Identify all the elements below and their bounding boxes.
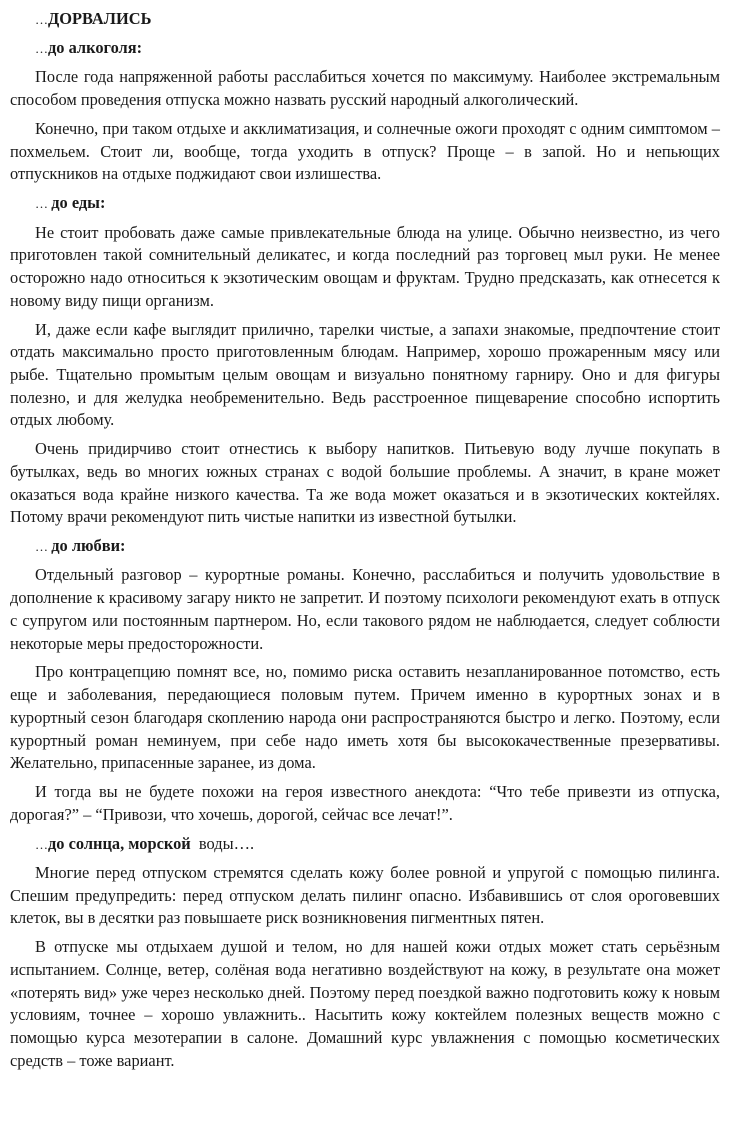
paragraph: И, даже если кафе выглядит прилично, тарелки чистые, а запахи знакомые, предпочтение стоит отдать максимально просто приготовленным блюдам. Например, хорошо прожаренным мясу или рыбе. Тщательно промытым целым овощам и визуально понятному гарниру. Оно и для фигуры полезно, и для желудка необременительно. Ведь расстроенное пищеварение способно испортить отдых любому. bbox=[10, 319, 720, 430]
paragraph: Отдельный разговор – курортные романы. Конечно, расслабиться и получить удовольствие в дополнение к красивому загару никто не запретит. И поэтому психологи рекомендуют ехать в отпуск с супругом или постоянным партнером. Но, если такового рядом не наблюдается, следует соблюсти некоторые меры предосторожности. bbox=[10, 565, 720, 653]
heading-food bbox=[10, 192, 720, 216]
heading-food-dots: … bbox=[35, 196, 52, 212]
heading-alcohol-dots: … bbox=[35, 41, 48, 57]
paragraph: И тогда вы не будете похожи на героя известного анекдота: “Что тебе привезти из отпуска, дорогая?” – “Привози, что хочешь, дорогой, сейчас все лечат!”. bbox=[10, 782, 720, 824]
paragraph: Не стоит пробовать даже самые привлекательные блюда на улице. Обычно неизвестно, из чего приготовлен такой сомнительный деликатес, и когда последний раз торговец мыл руки. Не менее осторожно надо относиться к экзотическим овощам и фруктам. Трудно предсказать, как отнесется к новому виду пищи организм. bbox=[10, 222, 720, 310]
heading-main bbox=[10, 8, 720, 32]
heading-alcohol-text: до алкоголя: bbox=[48, 38, 143, 58]
paragraph: Конечно, при таком отдыхе и акклиматизация, и солнечные ожоги проходят с одним симптомом – похмельем. Стоит ли, вообще, тогда уходить в отпуск? Проще – в запой. Но и непьющих отпускников на отдыхе поджидают свои излишества. bbox=[10, 119, 720, 184]
heading-sun-sea-text: до солнца, морской bbox=[48, 833, 191, 853]
heading-love-text: до любви: bbox=[51, 536, 126, 556]
paragraph: Очень придирчиво стоит отнестись к выбору напитков. Питьевую воду лучше покупать в бутылках, ведь во многих южных странах с водой большие проблемы. А значит, в кране может оказаться вода крайне низкого качества. Та же вода может оказаться и в экзотических коктейлях. Потому врачи рекомендуют пить чистые напитки из известной бутылки. bbox=[10, 439, 720, 527]
heading-love-dots: … bbox=[35, 539, 52, 555]
heading-love bbox=[10, 535, 720, 559]
paragraph: В отпуске мы отдыхаем душой и телом, но для нашей кожи отдых может стать серьёзным испытанием. Солнце, ветер, солёная вода негативно воздействуют на кожу, в результате она может «потерять вид» уже через несколько дней. Поэтому перед поездкой важно подготовить кожу к новым условиям, точнее – хорошо увлажнить.. Насытить кожу коктейлем полезных веществ можно с помощью курса мезотерапии в салоне. Домашний курс увлажнения с помощью косметических средств – тоже вариант. bbox=[10, 937, 720, 1070]
heading-sun-sea-dots: … bbox=[35, 836, 48, 852]
paragraph: Про контрацепцию помнят все, но, помимо риска оставить незапланированное потомство, есть еще и заболевания, передающиеся половым путем. Причем именно в курортных зонах и в курортный сезон благодаря скоплению народа они распространяются быстро и легко. Поэтому, если курортный роман неминуем, при себе надо иметь хотя бы высококачественные презервативы. Желательно, припасенные заранее, из дома. bbox=[10, 662, 720, 773]
document-page bbox=[10, 8, 720, 1079]
paragraph: После года напряженной работы расслабиться хочется по максимуму. Наиболее экстремальным способом проведения отпуска можно назвать русский народный алкоголический. bbox=[10, 67, 720, 110]
heading-sun-sea bbox=[10, 833, 720, 857]
heading-food-text: до еды: bbox=[51, 193, 106, 213]
heading-sun-sea-tail: воды…. bbox=[190, 833, 255, 853]
heading-main-dots: … bbox=[35, 12, 48, 27]
heading-alcohol bbox=[10, 37, 720, 61]
heading-main-text: ДОРВАЛИСЬ bbox=[48, 9, 152, 28]
paragraph: Многие перед отпуском стремятся сделать кожу более ровной и упругой с помощью пилинга. Спешим предупредить: перед отпуском делать пилинг опасно. Избавившись от слоя ороговевших клеток, вы в десятки раз повышаете риск возникновения пигментных пятен. bbox=[10, 862, 720, 928]
